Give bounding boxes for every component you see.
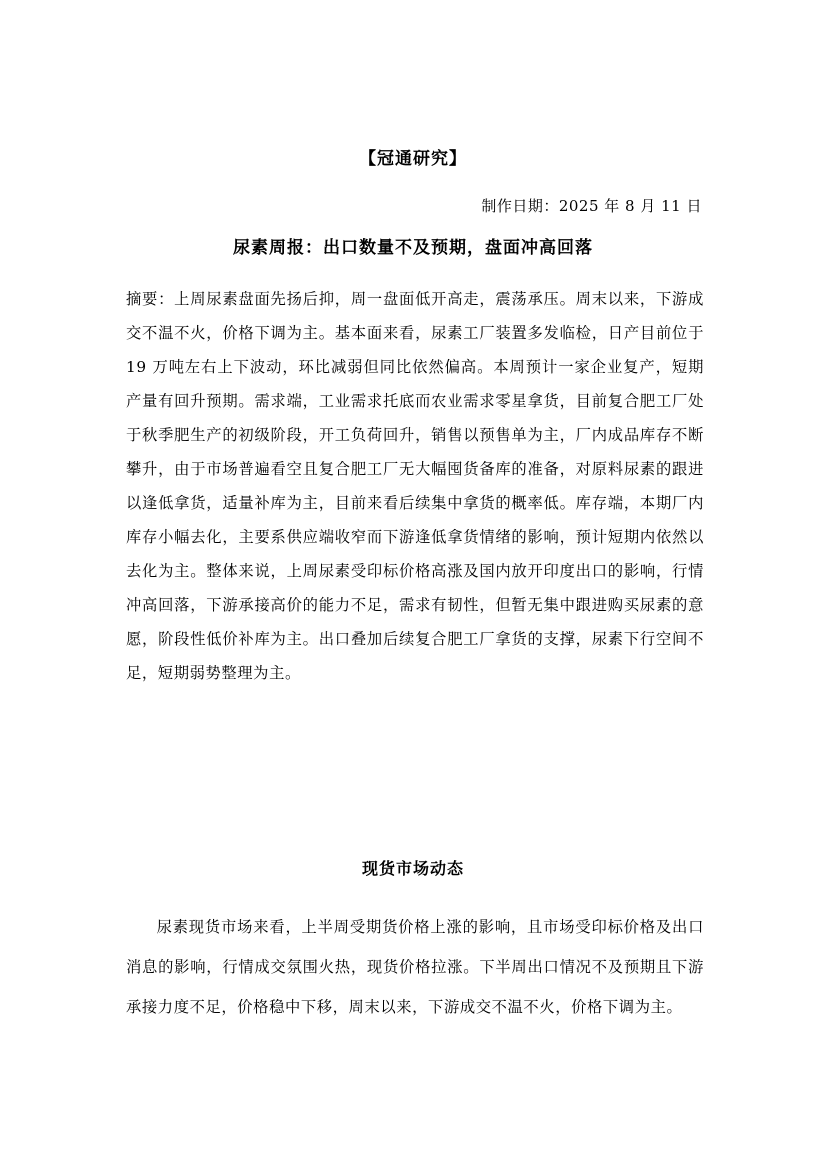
report-title: 尿素周报：出口数量不及预期，盘面冲高回落: [233, 238, 593, 258]
section-paragraph: 尿素现货市场来看，上半周受期货价格上涨的影响，且市场受印标价格及出口消息的影响，行情成交氛围火热，现货价格拉涨。下半周出口情况不及预期且下游承接力度不足，价格稳中下移，周末以来，下游成交不温不火，价格下调为主。: [126, 918, 704, 1016]
report-date: 制作日期：2025 年 8 月 11 日: [481, 197, 702, 215]
section-title: 现货市场动态: [361, 859, 464, 878]
org-title: 【冠通研究】: [359, 149, 467, 169]
abstract-paragraph: 摘要：上周尿素盘面先扬后抑，周一盘面低开高走，震荡承压。周末以来，下游成交不温不火，价格下调为主。基本面来看，尿素工厂装置多发临检，日产目前位于 19 万吨左右上下波动，环比减弱但同比依然偏高。本周预计一家企业复产，短期产量有回升预期。需求端，工业需求托底而农业需求零星拿货，目前复合肥工厂处于秋季肥生产的初级阶段，开工负荷回升，销售以预售单为主，厂内成品库存不断攀升，由于市场普遍看空且复合肥工厂无大幅囤货备库的准备，对原料尿素的跟进以逢低拿货，适量补库为主，目前来看后续集中拿货的概率低。库存端，本期厂内库存小幅去化，主要系供应端收窄而下游逢低拿货情绪的影响，预计短期内依然以去化为主。整体来说，上周尿素受印标价格高涨及国内放开印度出口的影响，行情冲高回落，下游承接高价的能力不足，需求有韧性，但暂无集中跟进购买尿素的意愿，阶段性低价补库为主。出口叠加后续复合肥工厂拿货的支撑，尿素下行空间不足，短期弱势整理为主。: [126, 290, 704, 682]
